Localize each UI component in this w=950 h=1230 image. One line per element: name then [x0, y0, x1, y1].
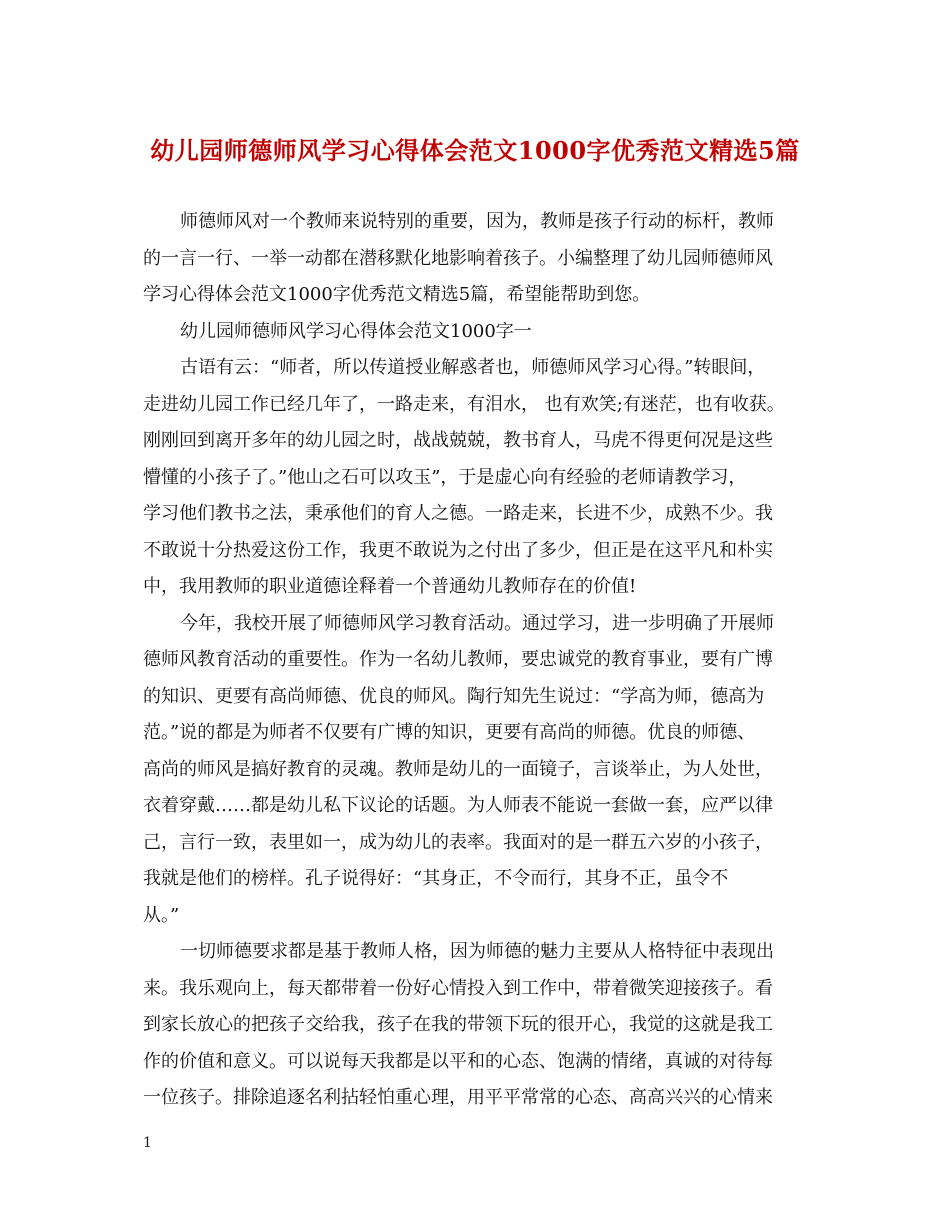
paragraph-line: 高尚的师风是搞好教育的灵魂。教师是幼儿的一面镜子，言谈举止，为人处世， [143, 758, 773, 780]
page-number: 1 [143, 1135, 152, 1151]
paragraph-line: 我就是他们的榜样。孔子说得好：“其身正，不令而行，其身不正，虽令不 [143, 868, 729, 889]
paragraph-line: 己，言行一致，表里如一，成为幼儿的表率。我面对的是一群五六岁的小孩子， [143, 831, 773, 853]
paragraph-line: 到家长放心的把孩子交给我，孩子在我的带领下玩的很开心，我觉的这就是我工 [143, 1014, 773, 1035]
paragraph-line: 的知识、更要有高尚师德、优良的师风。陶行知先生说过：“学高为师，德高为 [143, 685, 765, 707]
paragraph-line: 衣着穿戴……都是幼儿私下议论的话题。为人师表不能说一套做一套，应严以律 [143, 795, 773, 816]
paragraph-line: 古语有云：“师者，所以传道授业解惑者也，师德师风学习心得。”转眼间， [180, 357, 766, 378]
document-title: 幼儿园师德师风学习心得体会范文1000字优秀范文精选5篇 [150, 136, 800, 165]
paragraph-line: 学习他们教书之法，秉承他们的育人之德。一路走来，长进不少，成熟不少。我 [143, 503, 773, 524]
paragraph-line: 走进幼儿园工作已经几年了，一路走来，有泪水， 也有欢笑;有迷茫，也有收获。 [143, 393, 785, 415]
paragraph-line: 范。”说的都是为师者不仅要有广博的知识，更要有高尚的师德。优良的师德、 [143, 722, 756, 743]
paragraph-line: 懵懂的小孩子了。”他山之石可以攻玉”，于是虚心向有经验的老师请教学习， [143, 466, 747, 488]
paragraph-line: 今年，我校开展了师德师风学习教育活动。通过学习，进一步明确了开展师 [180, 612, 774, 634]
paragraph-line: 不敢说十分热爱这份工作，我更不敢说为之付出了多少，但正是在这平凡和朴实 [143, 539, 773, 561]
paragraph-line: 的一言一行、一举一动都在潜移默化地影响着孩子。小编整理了幼儿园师德师风 [143, 247, 773, 269]
paragraph-line: 一切师德要求都是基于教师人格，因为师德的魅力主要从人格特征中表现出 [180, 941, 774, 962]
paragraph-line: 德师风教育活动的重要性。作为一名幼儿教师，要忠诚党的教育事业，要有广博 [143, 649, 773, 670]
paragraph-line: 中，我用教师的职业道德诠释着一个普通幼儿教师存在的价值! [143, 576, 637, 597]
paragraph-line: 一位孩子。排除追逐名利拈轻怕重心理，用平平常常的心态、高高兴兴的心情来 [143, 1087, 773, 1108]
paragraph-line: 从。” [143, 904, 180, 926]
document-body [143, 204, 823, 1117]
paragraph-line: 作的价值和意义。可以说每天我都是以平和的心态、饱满的情绪，真诚的对待每 [143, 1050, 773, 1072]
section-heading: 幼儿园师德师风学习心得体会范文1000字一 [180, 320, 532, 342]
paragraph-line: 学习心得体会范文1000字优秀范文精选5篇，希望能帮助到您。 [143, 284, 651, 305]
paragraph-line: 刚刚回到离开多年的幼儿园之时，战战兢兢，教书育人，马虎不得更何况是这些 [143, 430, 773, 451]
paragraph-line: 师德师风对一个教师来说特别的重要，因为，教师是孩子行动的标杆，教师 [180, 211, 774, 232]
paragraph-line: 来。我乐观向上，每天都带着一份好心情投入到工作中，带着微笑迎接孩子。看 [143, 977, 773, 999]
